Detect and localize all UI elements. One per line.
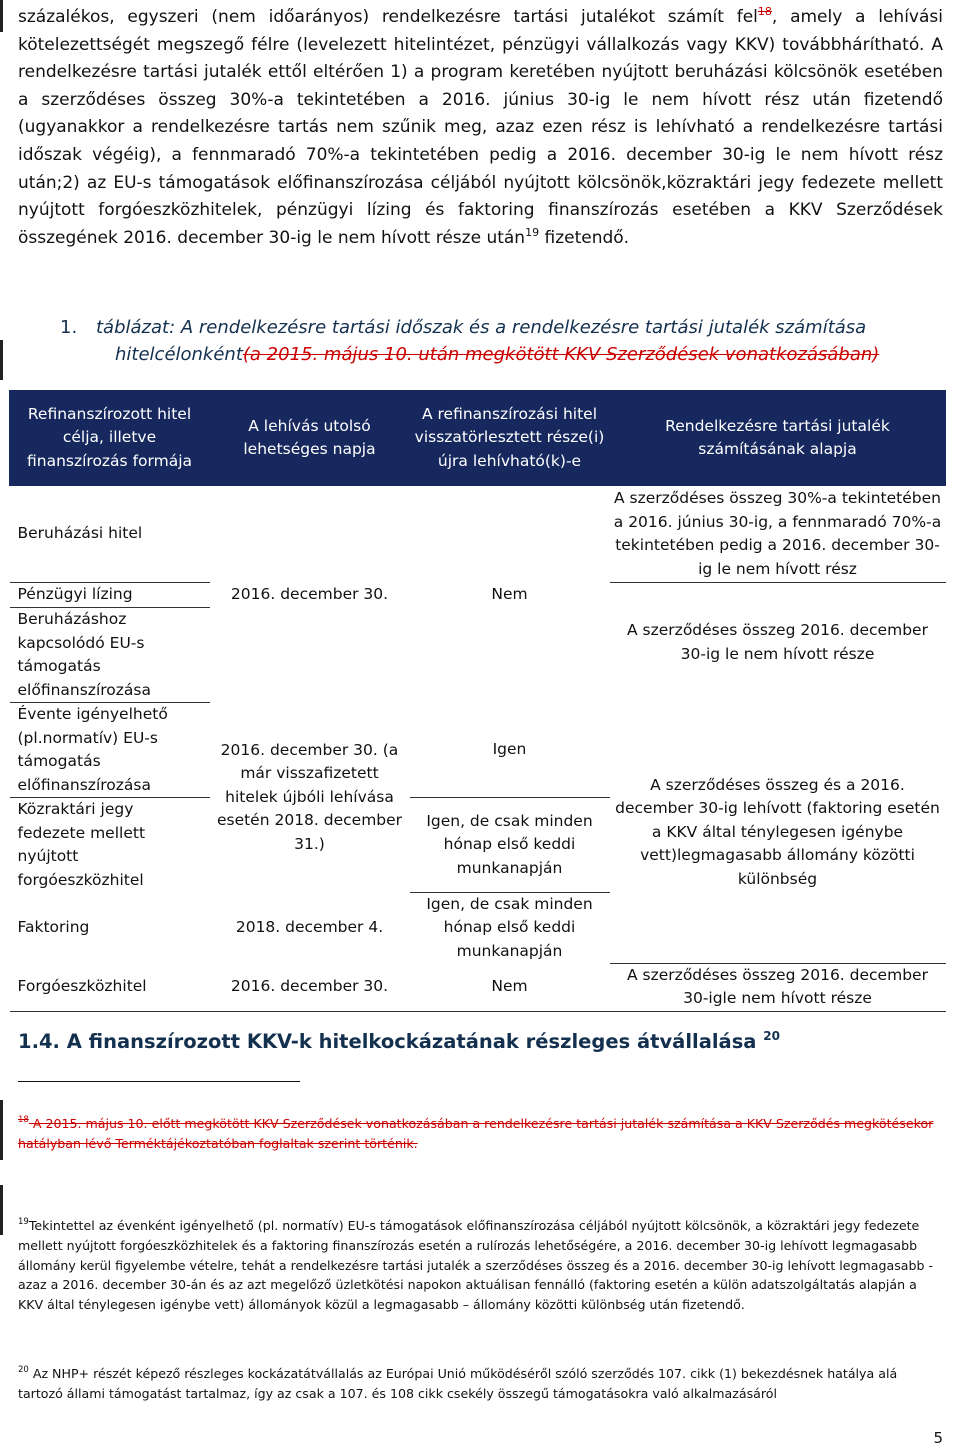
caption-text: táblázat: A rendelkezésre tartási időszak és a rendelkezésre tartási jutalék számítása	[96, 317, 867, 338]
section-title: 1.4. A finanszírozott KKV-k hitelkockázatának részleges átvállalása	[18, 1030, 757, 1053]
intro-text-1: százalékos, egyszeri (nem időarányos) rendelkezésre tartási jutalékot számít fel	[18, 7, 758, 27]
table-cell: Faktoring	[17, 917, 90, 936]
table-cell: Forgóeszközhitel	[10, 963, 210, 1012]
table-cell: Igen, de csak minden hónap első keddi munkanapján	[410, 798, 610, 893]
table-cell: Igen	[492, 740, 527, 758]
header-cell: A lehívás utolsó lehetséges napja	[210, 391, 410, 486]
table-cell: 2016. december 30.	[230, 584, 389, 603]
table-caption	[60, 314, 940, 368]
table-cell: Közraktári jegy fedezete mellett nyújtott forgóeszközhitel	[10, 798, 210, 893]
table-cell: Igen, de csak minden hónap első keddi munkanapján	[410, 892, 610, 963]
change-bar	[0, 340, 3, 380]
footnote-ref-18[interactable]: 18	[757, 5, 772, 18]
table-row	[10, 963, 946, 1012]
table-cell: A szerződéses összeg 30%-a tekintetében a 2016. június 30-ig, a fennmaradó 70%-a tekintetében pedig a 2016. december 30-ig le nem hívott rész	[613, 489, 942, 578]
table-cell	[410, 486, 610, 583]
caption-text-2: hitelcélonként	[115, 344, 243, 365]
table-cell: Pénzügyi lízing	[10, 583, 210, 608]
table-row	[10, 486, 946, 583]
table-row	[10, 583, 946, 608]
intro-text-3: fizetendő.	[539, 227, 630, 248]
footnote-separator	[18, 1081, 300, 1082]
table-cell: Nem	[410, 963, 610, 1012]
table-row	[10, 703, 946, 798]
page-number: 5	[933, 1429, 943, 1447]
header-cell: Refinanszírozott hitel célja, illetve finanszírozás formája	[10, 391, 210, 486]
footnote-text: Az NHP+ részét képező részleges kockázatátvállalás az Európai Unió működéséről szóló szerződés 107. cikk (1) bekezdésnek hatálya alá tartozó állami támogatást tartalmaz, így az csak a 107. és 108 cikk csekély összegű támogatásokra való alkalmazásáról	[18, 1366, 898, 1401]
footnote-ref-20[interactable]: 20	[763, 1029, 780, 1043]
intro-paragraph	[18, 4, 943, 252]
header-cell: Rendelkezésre tartási jutalék számításának alapja	[610, 391, 946, 486]
table-cell	[210, 608, 410, 703]
table-cell: Beruházáshoz kapcsolódó EU-s támogatás előfinanszírozása	[10, 608, 210, 703]
change-bar	[0, 1100, 3, 1160]
footnote-ref-19[interactable]: 19	[525, 225, 540, 239]
intro-text-2: , amely a lehívási kötelezettségét megszegő félre (levelezett hitelintézet, pénzügyi vállalkozás vagy KKV) továbbhárítható. A rendelkezésre tartási jutalék ettől eltérően 1) a program keretében nyújtott beruházási kölcsönök esetében a szerződéses összeg 30%-a tekintetében a 2016. június 30-ig le nem hívott rész után fizetendő (ugyanakkor a rendelkezésre tartás nem szűnik meg, azaz ezen rész is lehívható a rendelkezésre tartási időszak végéig), a fennmaradó 70%-a tekintetében pedig a 2016. december 30-ig le nem hívott rész után;2) az EU-s támogatások előfinanszírozása céljából nyújtott kölcsönök,közraktári jegy fedezete mellett nyújtott forgóeszközhitelek, pénzügyi lízing és faktoring finanszírozás esetében a KKV Szerződések összegének 2016. december 30-ig le nem hívott része után	[18, 7, 943, 248]
footnote-number: 19	[18, 1217, 29, 1227]
table-cell	[410, 608, 610, 703]
table-cell: 2016. december 30. (a már visszafizetett hitelek újbóli lehívása esetén 2018. december 31.)	[216, 740, 403, 853]
footnote-text: A 2015. május 10. előtt megkötött KKV Szerződések vonatkozásában a rendelkezésre tartási jutalék számítása a KKV Szerződés megkötésekor hatályban lévő Terméktájékoztatóban foglaltak szerint történik.	[18, 1116, 934, 1151]
table-cell: A szerződéses összeg 2016. december 30-igle nem hívott része	[610, 963, 946, 1012]
table-cell: A szerződéses összeg és a 2016. december 30-ig lehívott (faktoring esetén a KKV által ténylegesen igénybe vett)legmagasabb állomány közötti különbség	[615, 775, 940, 888]
caption-number: 1.	[60, 317, 78, 338]
header-cell: A refinanszírozási hitel visszatörlesztett része(i) újra lehívható(k)-e	[410, 391, 610, 486]
caption-struck-text: (a 2015. május 10. után megkötött KKV Szerződések vonatkozásában)	[242, 344, 880, 365]
table-cell: Beruházási hitel	[17, 524, 143, 543]
footnote-20	[18, 1364, 943, 1404]
table-cell: 2018. december 4.	[235, 917, 384, 936]
table-header-row	[10, 391, 946, 486]
table-cell	[210, 486, 410, 583]
commitment-fee-table	[9, 390, 946, 1012]
footnote-18	[18, 1114, 943, 1154]
footnote-number: 18	[18, 1115, 29, 1125]
footnote-text: Tekintettel az évenként igényelhető (pl. normatív) EU-s támogatások előfinanszírozása céljából nyújtott kölcsönök, a közraktári jegy fedezete mellett nyújtott forgóeszközhitelek és a faktoring finanszírozás esetén a rulírozás lehetőségére, a 2016. december 30-ig lehívott legmagasabb állomány kerül figyelembe vételre, tehát a rendelkezésre tartási jutalék a szerződéses összeg és a 2016. december 30-ig lehívott legmagasabb - azaz a 2016. december 30-án és az azt megelőző üzletkötési napokon aktuálisan fennálló (faktoring esetén a külön adatszolgáltatás alapján a KKV által ténylegesen igénybe vett) állományok közül a legmagasabb – állomány közötti különbség után fizetendő.	[18, 1218, 934, 1313]
table-cell: A szerződéses összeg 2016. december 30-ig le nem hívott része	[610, 583, 946, 703]
footnote-number: 20	[18, 1365, 29, 1375]
footnote-19	[18, 1216, 943, 1315]
table-cell: 2016. december 30.	[210, 963, 410, 1012]
change-bar	[0, 0, 3, 32]
table-cell: Nem	[491, 584, 528, 603]
change-bar	[0, 1185, 3, 1235]
table-cell: Évente igényelhető (pl.normatív) EU-s támogatás előfinanszírozása	[10, 703, 210, 798]
section-heading	[18, 1030, 780, 1053]
